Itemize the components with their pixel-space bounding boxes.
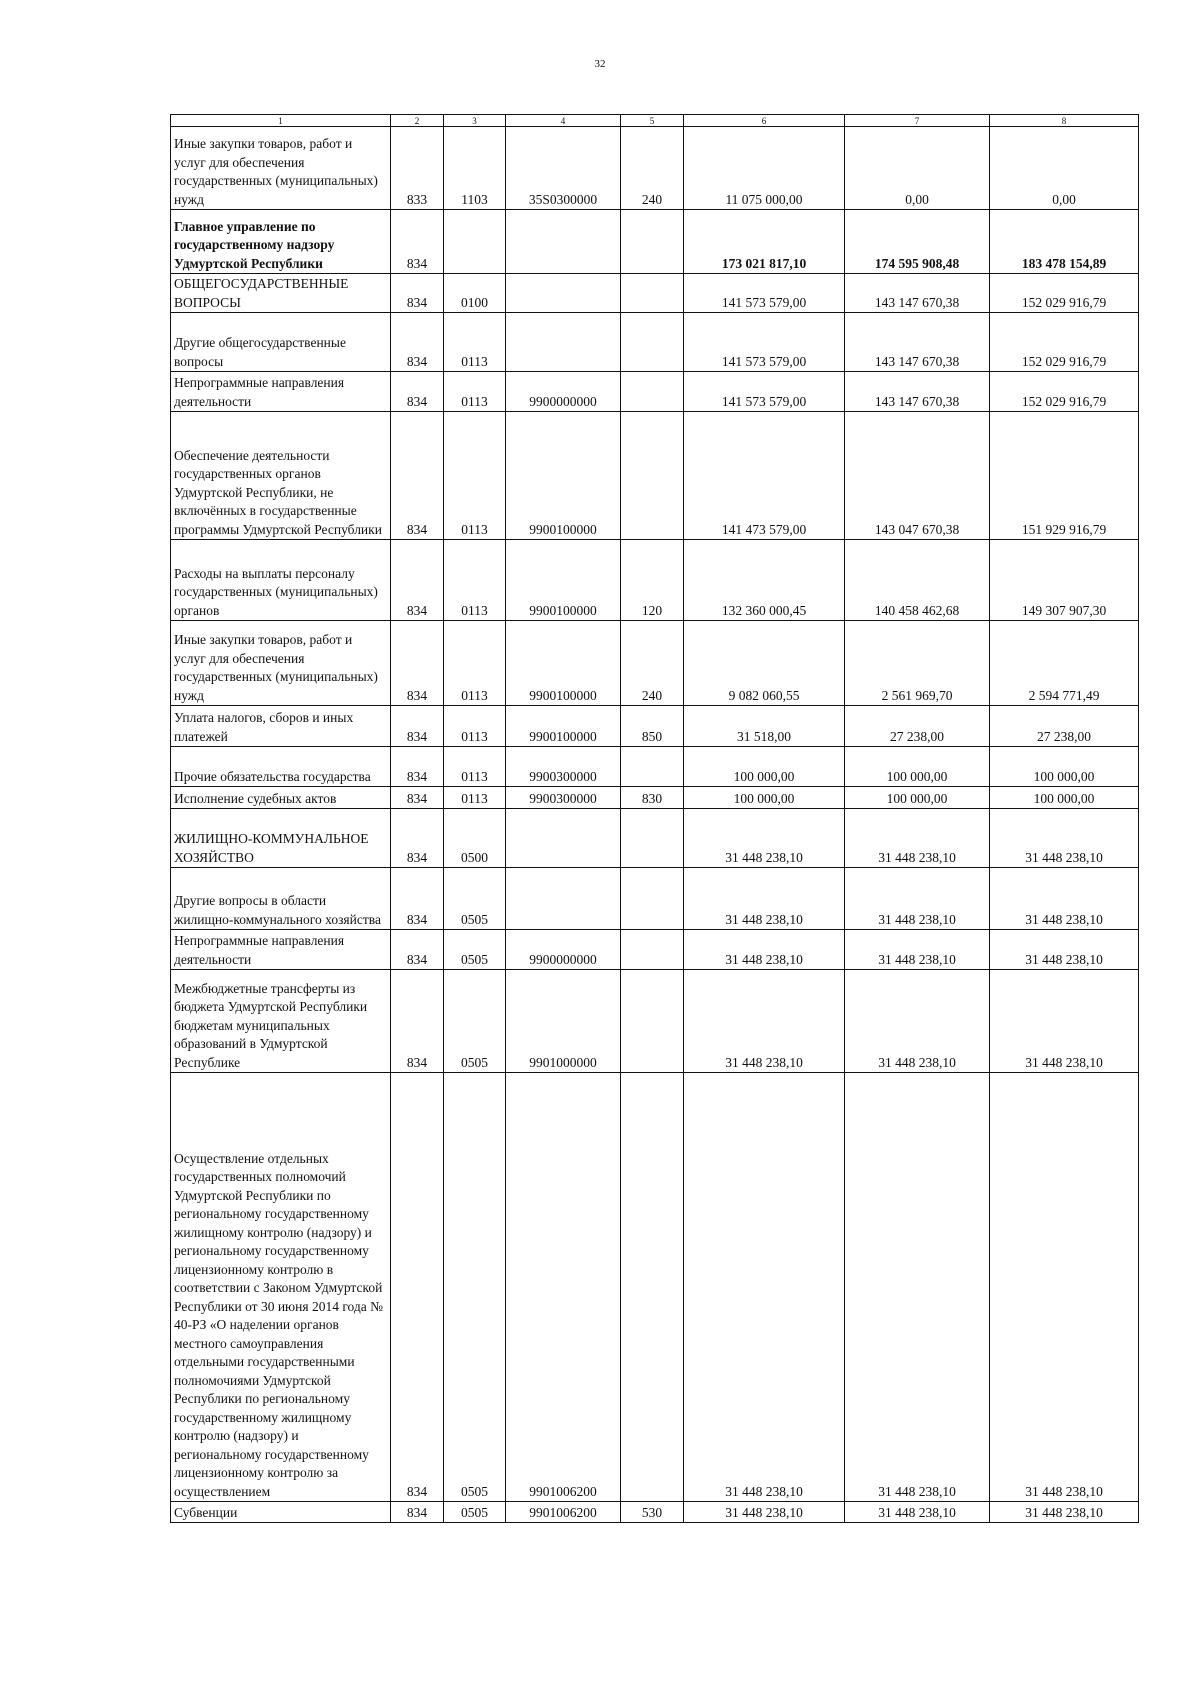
- column-number: 6: [684, 115, 845, 127]
- section-code: 0113: [444, 540, 506, 621]
- expense-type: 530: [621, 1502, 684, 1523]
- row-name: Прочие обязательства государства: [171, 747, 391, 787]
- expense-type: [621, 970, 684, 1073]
- target-article: [506, 274, 621, 313]
- amount-col-7: 143 047 670,38: [845, 412, 990, 540]
- amount-col-8: 31 448 238,10: [990, 809, 1139, 868]
- admin-code: 834: [391, 930, 444, 970]
- column-number: 3: [444, 115, 506, 127]
- expense-type: [621, 274, 684, 313]
- section-code: 1103: [444, 127, 506, 210]
- table-row: [171, 970, 1139, 1073]
- column-number: 5: [621, 115, 684, 127]
- section-code: 0505: [444, 868, 506, 930]
- amount-col-6: 31 518,00: [684, 706, 845, 747]
- expense-type: [621, 747, 684, 787]
- target-article: 9900100000: [506, 412, 621, 540]
- amount-col-6: 100 000,00: [684, 787, 845, 809]
- expense-type: 240: [621, 621, 684, 706]
- amount-col-7: 27 238,00: [845, 706, 990, 747]
- admin-code: 833: [391, 127, 444, 210]
- row-name: Иные закупки товаров, работ и услуг для обеспечения государственных (муниципальных) нужд: [171, 127, 391, 210]
- table-row: [171, 1073, 1139, 1502]
- expense-type: 240: [621, 127, 684, 210]
- target-article: 9900100000: [506, 706, 621, 747]
- table-row: [171, 930, 1139, 970]
- amount-col-8: 152 029 916,79: [990, 313, 1139, 372]
- amount-col-6: 132 360 000,45: [684, 540, 845, 621]
- table-row: [171, 210, 1139, 274]
- column-number: 4: [506, 115, 621, 127]
- section-code: 0505: [444, 970, 506, 1073]
- section-code: 0505: [444, 1502, 506, 1523]
- table-row: [171, 372, 1139, 412]
- amount-col-7: 174 595 908,48: [845, 210, 990, 274]
- amount-col-6: 141 573 579,00: [684, 372, 845, 412]
- amount-col-8: 27 238,00: [990, 706, 1139, 747]
- amount-col-6: 31 448 238,10: [684, 1073, 845, 1502]
- amount-col-7: 31 448 238,10: [845, 1073, 990, 1502]
- section-code: 0113: [444, 412, 506, 540]
- target-article: 9901006200: [506, 1502, 621, 1523]
- expense-type: 850: [621, 706, 684, 747]
- row-name: Непрограммные направления деятельности: [171, 372, 391, 412]
- amount-col-8: 2 594 771,49: [990, 621, 1139, 706]
- target-article: 9900100000: [506, 621, 621, 706]
- admin-code: 834: [391, 1073, 444, 1502]
- admin-code: 834: [391, 313, 444, 372]
- amount-col-6: 31 448 238,10: [684, 930, 845, 970]
- target-article: 9900000000: [506, 930, 621, 970]
- amount-col-8: 152 029 916,79: [990, 274, 1139, 313]
- table-row: [171, 412, 1139, 540]
- row-name: Непрограммные направления деятельности: [171, 930, 391, 970]
- target-article: 9901006200: [506, 1073, 621, 1502]
- section-code: 0113: [444, 313, 506, 372]
- amount-col-8: 183 478 154,89: [990, 210, 1139, 274]
- target-article: [506, 809, 621, 868]
- expense-type: [621, 930, 684, 970]
- table-row: [171, 621, 1139, 706]
- amount-col-8: 31 448 238,10: [990, 1073, 1139, 1502]
- admin-code: 834: [391, 621, 444, 706]
- amount-col-8: 149 307 907,30: [990, 540, 1139, 621]
- admin-code: 834: [391, 970, 444, 1073]
- table-row: [171, 127, 1139, 210]
- target-article: [506, 313, 621, 372]
- amount-col-6: 100 000,00: [684, 747, 845, 787]
- section-code: 0505: [444, 1073, 506, 1502]
- row-name: ОБЩЕГОСУДАРСТВЕННЫЕ ВОПРОСЫ: [171, 274, 391, 313]
- amount-col-7: 100 000,00: [845, 747, 990, 787]
- target-article: [506, 868, 621, 930]
- table-row: [171, 747, 1139, 787]
- row-name: Другие общегосударственные вопросы: [171, 313, 391, 372]
- expense-type: [621, 313, 684, 372]
- column-number-row: [171, 115, 1139, 127]
- section-code: 0113: [444, 787, 506, 809]
- amount-col-6: 141 573 579,00: [684, 313, 845, 372]
- table-row: [171, 1502, 1139, 1523]
- table-row: [171, 706, 1139, 747]
- column-number: 8: [990, 115, 1139, 127]
- admin-code: 834: [391, 706, 444, 747]
- expense-type: [621, 868, 684, 930]
- admin-code: 834: [391, 868, 444, 930]
- amount-col-7: 31 448 238,10: [845, 868, 990, 930]
- admin-code: 834: [391, 1502, 444, 1523]
- amount-col-6: 141 473 579,00: [684, 412, 845, 540]
- row-name: Другие вопросы в области жилищно-коммунального хозяйства: [171, 868, 391, 930]
- amount-col-7: 31 448 238,10: [845, 930, 990, 970]
- amount-col-8: 100 000,00: [990, 747, 1139, 787]
- amount-col-7: 140 458 462,68: [845, 540, 990, 621]
- amount-col-7: 0,00: [845, 127, 990, 210]
- target-article: 9900000000: [506, 372, 621, 412]
- row-name: Расходы на выплаты персоналу государственных (муниципальных) органов: [171, 540, 391, 621]
- target-article: 9901000000: [506, 970, 621, 1073]
- amount-col-6: 31 448 238,10: [684, 809, 845, 868]
- target-article: 35S0300000: [506, 127, 621, 210]
- admin-code: 834: [391, 809, 444, 868]
- expense-type: [621, 210, 684, 274]
- amount-col-8: 31 448 238,10: [990, 930, 1139, 970]
- amount-col-8: 151 929 916,79: [990, 412, 1139, 540]
- table-row: [171, 787, 1139, 809]
- amount-col-8: 0,00: [990, 127, 1139, 210]
- column-number: 1: [171, 115, 391, 127]
- amount-col-7: 143 147 670,38: [845, 313, 990, 372]
- expense-type: 120: [621, 540, 684, 621]
- page-number: 32: [594, 58, 606, 70]
- column-number: 2: [391, 115, 444, 127]
- table-row: [171, 809, 1139, 868]
- table-row: [171, 540, 1139, 621]
- table-row: [171, 313, 1139, 372]
- amount-col-7: 2 561 969,70: [845, 621, 990, 706]
- amount-col-6: 173 021 817,10: [684, 210, 845, 274]
- expense-type: [621, 372, 684, 412]
- row-name: Главное управление по государственному надзору Удмуртской Республики: [171, 210, 391, 274]
- amount-col-8: 31 448 238,10: [990, 1502, 1139, 1523]
- table-row: [171, 868, 1139, 930]
- row-name: Обеспечение деятельности государственных органов Удмуртской Республики, не включённых в государственные программы Удмуртской Республики: [171, 412, 391, 540]
- target-article: [506, 210, 621, 274]
- target-article: 9900100000: [506, 540, 621, 621]
- amount-col-6: 11 075 000,00: [684, 127, 845, 210]
- admin-code: 834: [391, 210, 444, 274]
- amount-col-6: 141 573 579,00: [684, 274, 845, 313]
- amount-col-6: 31 448 238,10: [684, 970, 845, 1073]
- amount-col-7: 143 147 670,38: [845, 274, 990, 313]
- section-code: 0113: [444, 372, 506, 412]
- expense-type: [621, 809, 684, 868]
- expense-type: [621, 1073, 684, 1502]
- admin-code: 834: [391, 787, 444, 809]
- target-article: 9900300000: [506, 787, 621, 809]
- budget-table: [170, 114, 1139, 1523]
- target-article: 9900300000: [506, 747, 621, 787]
- amount-col-7: 100 000,00: [845, 787, 990, 809]
- amount-col-8: 100 000,00: [990, 787, 1139, 809]
- section-code: 0100: [444, 274, 506, 313]
- row-name: Иные закупки товаров, работ и услуг для обеспечения государственных (муниципальных) нужд: [171, 621, 391, 706]
- admin-code: 834: [391, 747, 444, 787]
- section-code: 0113: [444, 747, 506, 787]
- admin-code: 834: [391, 540, 444, 621]
- section-code: 0113: [444, 621, 506, 706]
- row-name: ЖИЛИЩНО-КОММУНАЛЬНОЕ ХОЗЯЙСТВО: [171, 809, 391, 868]
- amount-col-7: 31 448 238,10: [845, 809, 990, 868]
- table-row: [171, 274, 1139, 313]
- amount-col-6: 31 448 238,10: [684, 868, 845, 930]
- expense-type: [621, 412, 684, 540]
- amount-col-6: 31 448 238,10: [684, 1502, 845, 1523]
- row-name: Осуществление отдельных государственных полномочий Удмуртской Республики по региональному государственному жилищному контролю (надзору) и региональному государственному лицензионному контролю в соответствии с Законом Удмуртской Республики от 30 июня 2014 года № 40-РЗ «О наделении органов местного самоуправления отдельными государственными полномочиями Удмуртской Республики по региональному государственному жилищному контролю (надзору) и региональному государственному лицензионному контролю за осуществлением: [171, 1073, 391, 1502]
- admin-code: 834: [391, 274, 444, 313]
- row-name: Исполнение судебных актов: [171, 787, 391, 809]
- column-number: 7: [845, 115, 990, 127]
- amount-col-7: 31 448 238,10: [845, 1502, 990, 1523]
- amount-col-6: 9 082 060,55: [684, 621, 845, 706]
- row-name: Межбюджетные трансферты из бюджета Удмуртской Республики бюджетам муниципальных образований в Удмуртской Республике: [171, 970, 391, 1073]
- section-code: 0113: [444, 706, 506, 747]
- amount-col-7: 143 147 670,38: [845, 372, 990, 412]
- section-code: 0505: [444, 930, 506, 970]
- section-code: [444, 210, 506, 274]
- amount-col-8: 31 448 238,10: [990, 868, 1139, 930]
- row-name: Уплата налогов, сборов и иных платежей: [171, 706, 391, 747]
- amount-col-8: 31 448 238,10: [990, 970, 1139, 1073]
- section-code: 0500: [444, 809, 506, 868]
- admin-code: 834: [391, 412, 444, 540]
- admin-code: 834: [391, 372, 444, 412]
- row-name: Субвенции: [171, 1502, 391, 1523]
- amount-col-8: 152 029 916,79: [990, 372, 1139, 412]
- amount-col-7: 31 448 238,10: [845, 970, 990, 1073]
- expense-type: 830: [621, 787, 684, 809]
